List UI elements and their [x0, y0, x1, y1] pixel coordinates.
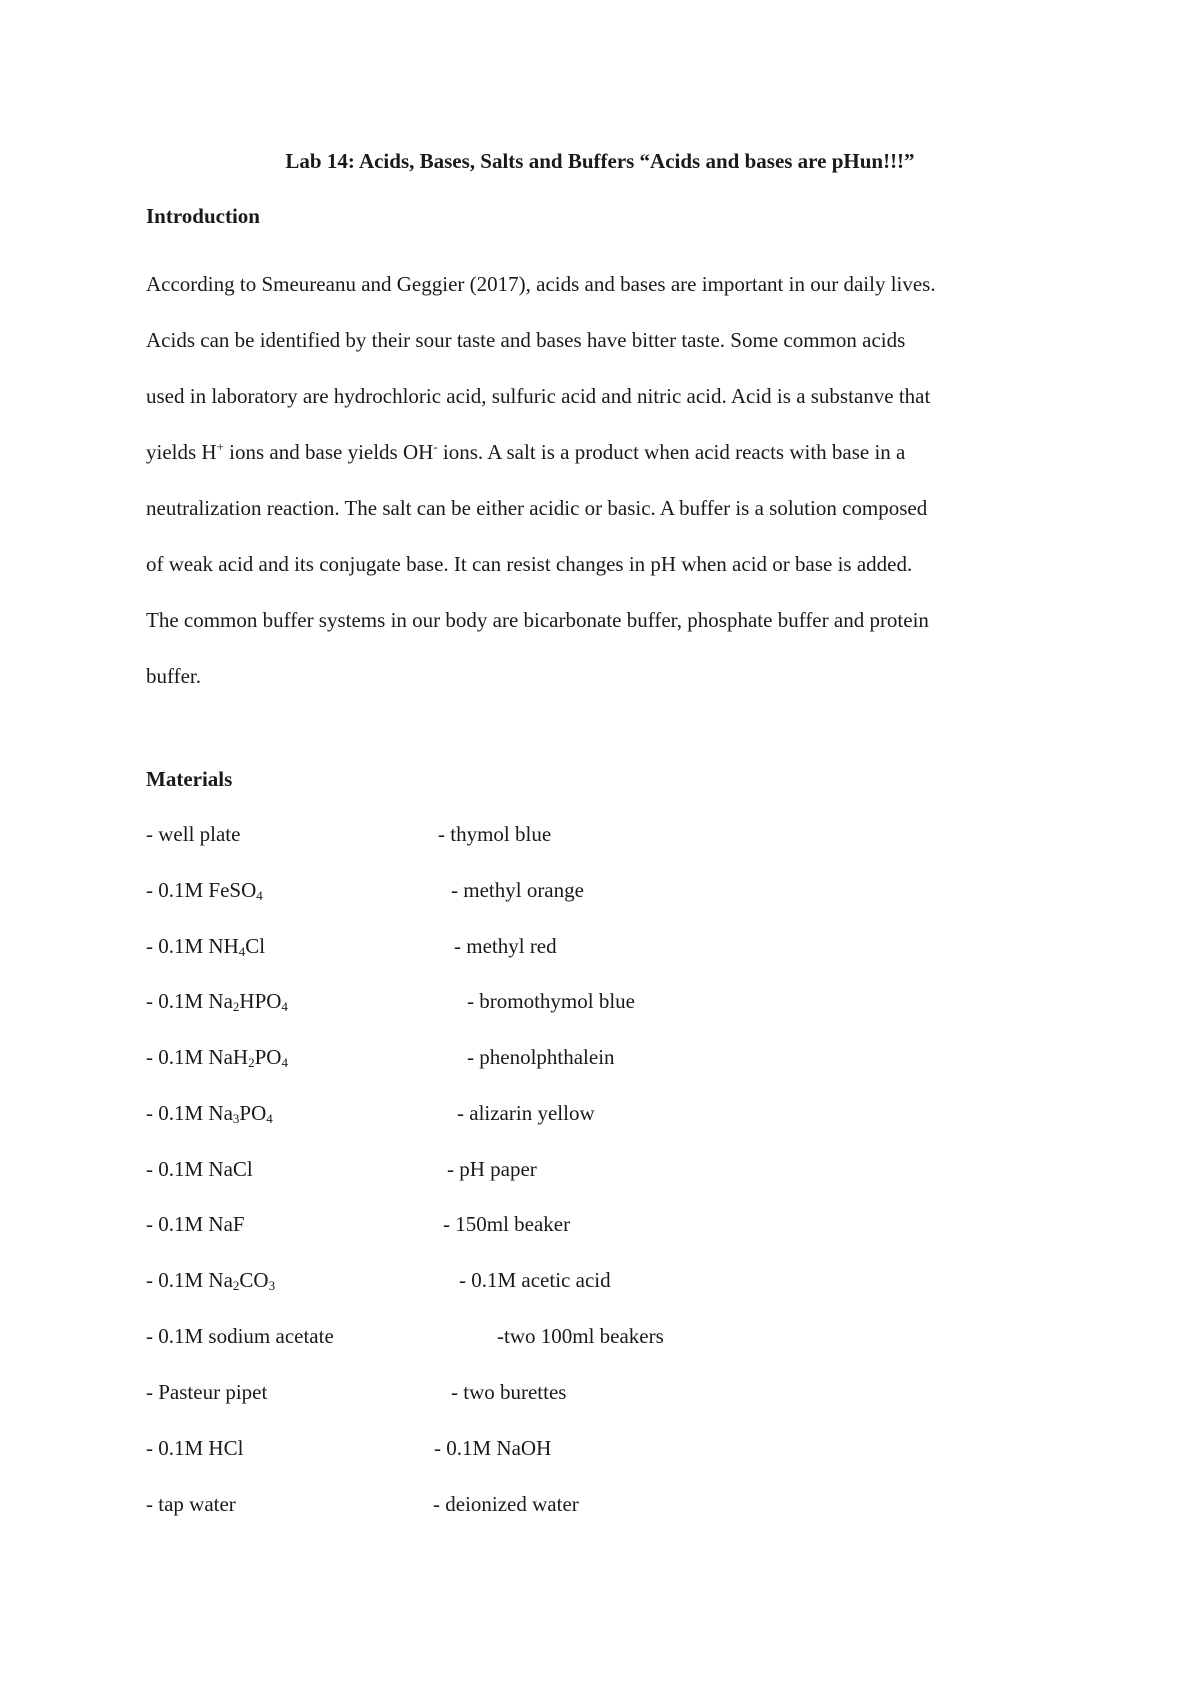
material-text: - 0.1M Na: [146, 1101, 233, 1125]
material-text: HPO: [239, 989, 282, 1013]
material-item: - methyl red: [454, 934, 557, 958]
subscript: 3: [268, 1278, 276, 1293]
introduction-heading: Introduction: [146, 204, 260, 228]
material-text: - 0.1M Na: [146, 1268, 233, 1292]
material-item: - thymol blue: [438, 822, 552, 846]
subscript: 2: [232, 1278, 240, 1293]
material-item: - phenolphthalein: [467, 1045, 615, 1069]
superscript-minus: -: [433, 439, 438, 454]
material-text: CO: [239, 1268, 269, 1292]
material-item: - deionized water: [433, 1492, 579, 1516]
paragraph-line: According to Smeureanu and Geggier (2017), acids and bases are important in our daily lives.: [146, 272, 936, 296]
material-text: PO: [239, 1101, 267, 1125]
subscript: 2: [248, 1055, 255, 1070]
subscript: 4: [256, 888, 263, 903]
subscript: 4: [281, 1055, 288, 1070]
materials-heading: Materials: [146, 767, 233, 791]
subscript: 2: [232, 999, 240, 1014]
text-segment: ions. A salt is a product when acid reacts with base in a: [437, 440, 906, 464]
material-item: - well plate: [146, 822, 241, 846]
material-item: [146, 932, 265, 960]
material-item: - 0.1M NaOH: [434, 1436, 552, 1460]
material-text: - 0.1M FeSO: [146, 878, 257, 902]
subscript: 3: [232, 1111, 240, 1126]
material-item: - 0.1M acetic acid: [459, 1268, 611, 1292]
material-text: Cl: [245, 934, 266, 958]
material-text: - 0.1M NH: [146, 934, 239, 958]
material-text: - 0.1M NaH: [146, 1045, 249, 1069]
material-item: - alizarin yellow: [457, 1101, 595, 1125]
paragraph-line: used in laboratory are hydrochloric acid, sulfuric acid and nitric acid. Acid is a substanve that: [146, 384, 931, 408]
subscript: 4: [238, 944, 246, 959]
text-segment: yields H: [146, 440, 217, 464]
material-item: [146, 1099, 273, 1127]
material-item: - 0.1M HCl: [146, 1436, 244, 1460]
material-item: [146, 1043, 288, 1071]
subscript: 4: [281, 999, 288, 1014]
material-item: - bromothymol blue: [467, 989, 635, 1013]
material-item: - 0.1M sodium acetate: [146, 1324, 334, 1348]
paragraph-line: neutralization reaction. The salt can be either acidic or basic. A buffer is a solution composed: [146, 496, 928, 520]
material-item: - methyl orange: [451, 878, 584, 902]
material-item: - tap water: [146, 1492, 236, 1516]
material-item: - two burettes: [451, 1380, 567, 1404]
paragraph-line: Acids can be identified by their sour taste and bases have bitter taste. Some common acids: [146, 328, 906, 352]
material-item: [146, 876, 263, 904]
paragraph-line: of weak acid and its conjugate base. It can resist changes in pH when acid or base is added.: [146, 552, 913, 576]
material-item: - Pasteur pipet: [146, 1380, 268, 1404]
paragraph-line: [146, 424, 1066, 480]
material-text: - 0.1M Na: [146, 989, 233, 1013]
material-item: [146, 1266, 275, 1294]
document-title: Lab 14: Acids, Bases, Salts and Buffers “Acids and bases are pHun!!!”: [285, 149, 915, 173]
material-item: - 0.1M NaF: [146, 1212, 245, 1236]
paragraph-line: The common buffer systems in our body are bicarbonate buffer, phosphate buffer and protein: [146, 608, 929, 632]
material-text: PO: [254, 1045, 282, 1069]
introduction-paragraph: [146, 256, 1066, 704]
paragraph-line: buffer.: [146, 664, 202, 688]
material-item: - pH paper: [447, 1157, 537, 1181]
material-item: [146, 987, 288, 1015]
superscript-plus: +: [216, 439, 224, 454]
material-item: -two 100ml beakers: [497, 1324, 664, 1348]
material-item: - 0.1M NaCl: [146, 1157, 253, 1181]
material-item: - 150ml beaker: [443, 1212, 571, 1236]
text-segment: ions and base yields OH: [223, 440, 434, 464]
subscript: 4: [266, 1111, 273, 1126]
